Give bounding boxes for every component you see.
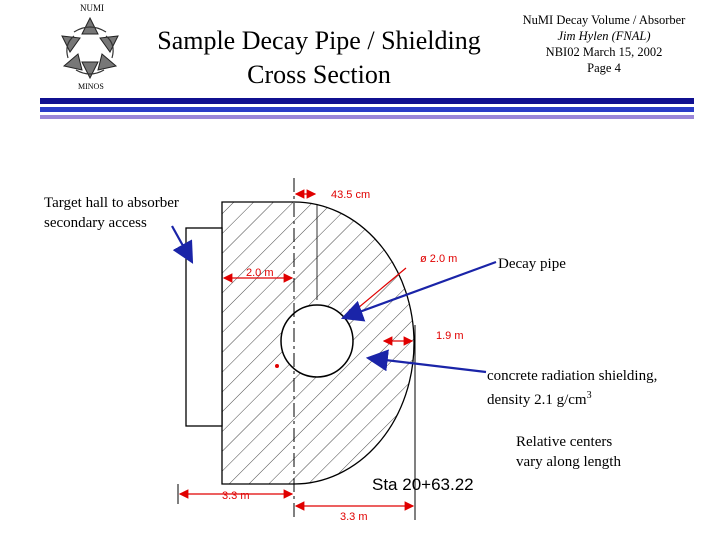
label-bottom-left: 3.3 m	[222, 490, 250, 502]
access-corridor	[186, 228, 222, 426]
callout-shield-line-1: concrete radiation shielding,	[487, 368, 658, 384]
label-top-width: 43.5 cm	[331, 189, 371, 201]
callout-shielding	[487, 366, 657, 410]
meta-author: Jim Hylen (FNAL)	[557, 29, 651, 43]
title-line-1: Sample Decay Pipe / Shielding	[157, 26, 481, 55]
label-station: Sta 20+63.22	[372, 475, 474, 494]
meta-page: Page 4	[587, 61, 621, 75]
callout-access-line-2: secondary access	[44, 215, 147, 231]
callout-centers-line-2: vary along length	[516, 454, 621, 470]
callout-shield-density: density 2.1 g/cm	[487, 392, 587, 408]
callout-shield-line-2	[487, 386, 657, 410]
logo-minos-text: MINOS	[78, 82, 104, 91]
callout-centers	[516, 432, 621, 472]
callout-shield-superscript: 3	[586, 390, 592, 401]
title-line-2: Cross Section	[247, 60, 391, 89]
meta-conference: NBI02 March 15, 2002	[545, 45, 663, 59]
decay-pipe	[281, 305, 353, 377]
label-right-offset: 1.9 m	[436, 330, 464, 342]
label-bottom-right: 3.3 m	[340, 511, 368, 523]
callout-access	[44, 193, 179, 233]
meta-title: NuMI Decay Volume / Absorber	[522, 13, 686, 27]
callout-centers-line-1: Relative centers	[516, 434, 613, 450]
callout-access-line-1: Target hall to absorber	[44, 195, 179, 211]
logo-numi-text: NUMI	[80, 3, 104, 13]
callout-decay-pipe: Decay pipe	[498, 256, 566, 272]
label-pipe-diameter: ø 2.0 m	[420, 253, 458, 265]
label-left-offset: 2.0 m	[246, 267, 274, 279]
